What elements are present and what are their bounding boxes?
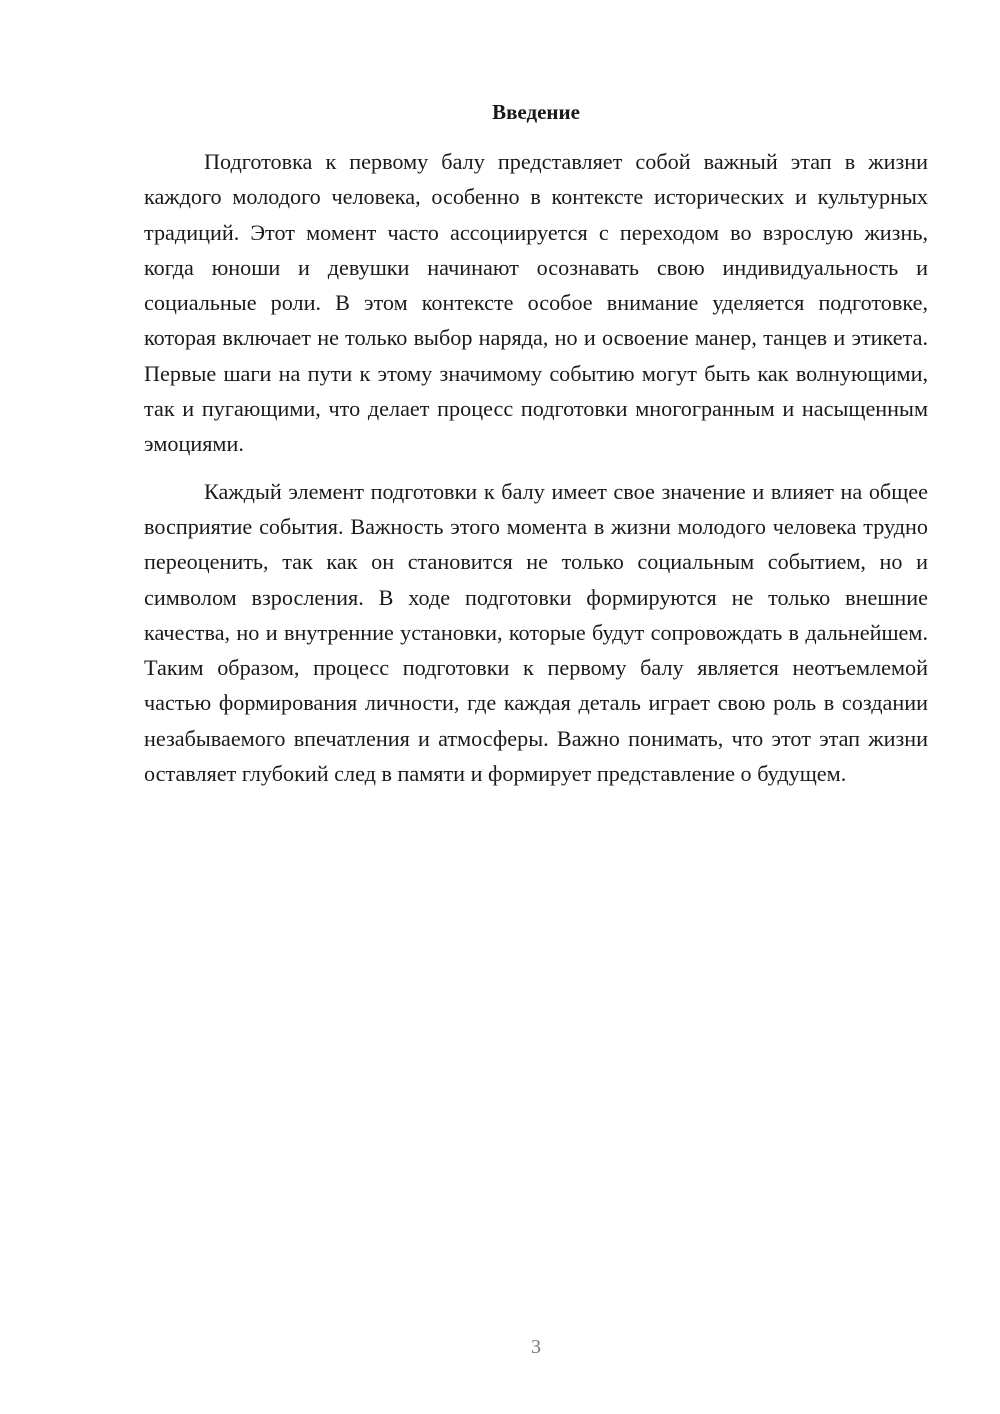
page-number: 3: [531, 1336, 541, 1358]
body-text: [144, 144, 928, 791]
paragraph-1: Подготовка к первому балу представляет собой важный этап в жизни каждого молодого человека, особенно в контексте исторических и культурных традиций. Этот момент часто ассоциируется с переходом во взрослую жизнь, когда юноши и девушки начинают осознавать свою индивидуальность и социальные роли. В этом контексте особое внимание уделяется подготовке, которая включает не только выбор наряда, но и освоение манер, танцев и этикета. Первые шаги на пути к этому значимому событию могут быть как волнующими, так и пугающими, что делает процесс подготовки многогранным и насыщенным эмоциями.: [144, 149, 928, 457]
section-heading: Введение: [492, 100, 580, 124]
paragraph-2: Каждый элемент подготовки к балу имеет свое значение и влияет на общее восприятие события. Важность этого момента в жизни молодого человека трудно переоценить, так как он становится не только социальным событием, но и символом взросления. В ходе подготовки формируются не только внешние качества, но и внутренние установки, которые будут сопровождать в дальнейшем. Таким образом, процесс подготовки к первому балу является неотъемлемой частью формирования личности, где каждая деталь играет свою роль в создании незабываемого впечатления и атмосферы. Важно понимать, что этот этап жизни оставляет глубокий след в памяти и формирует представление о будущем.: [144, 478, 928, 787]
